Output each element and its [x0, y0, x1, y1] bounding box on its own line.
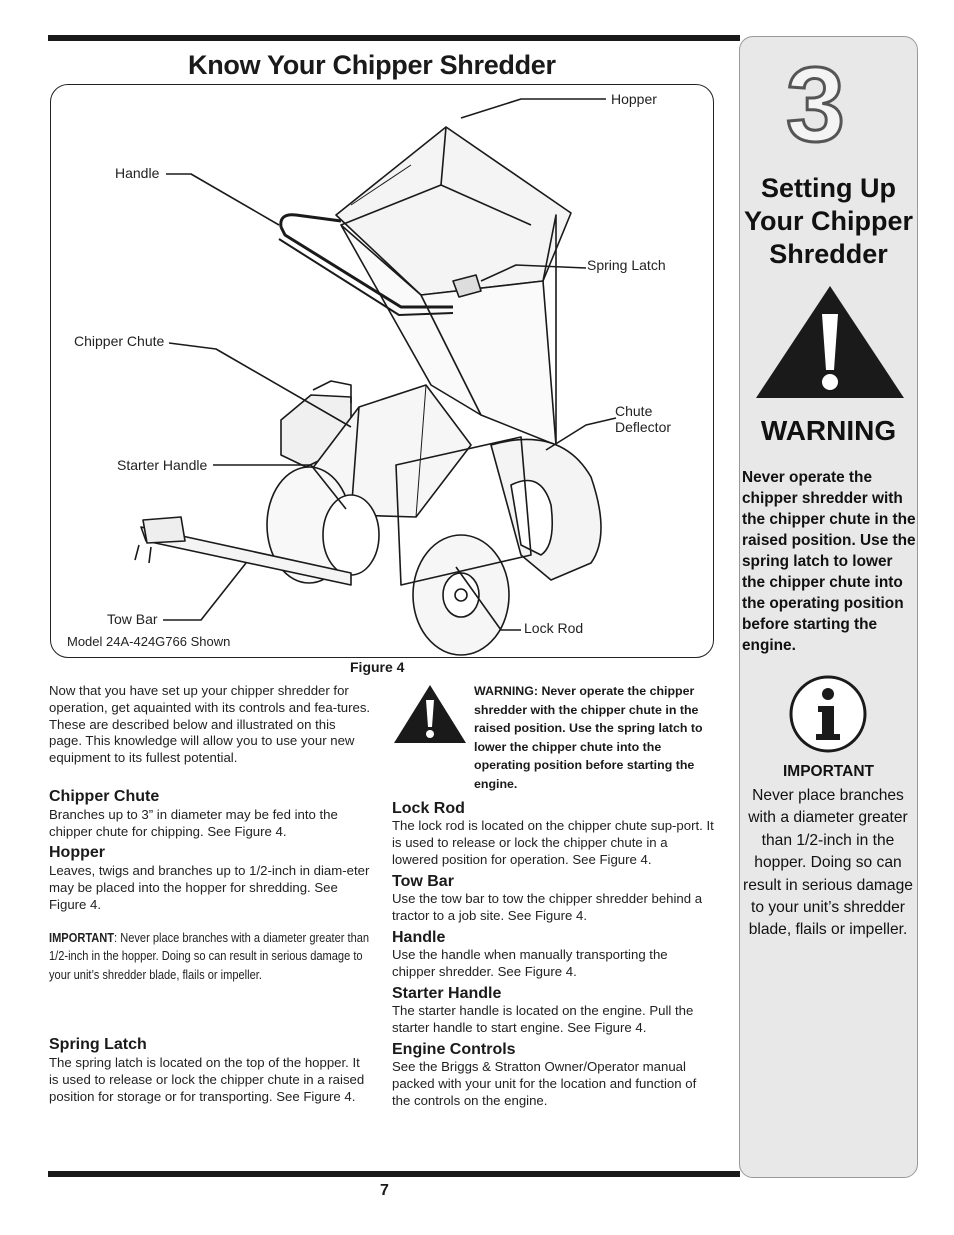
label-tow-bar: Tow Bar	[107, 611, 158, 627]
top-rule	[48, 35, 740, 41]
model-note: Model 24A-424G766 Shown	[67, 634, 231, 649]
bottom-rule	[48, 1171, 740, 1177]
sidebar-important-label: IMPORTANT	[783, 763, 874, 780]
page-number: 7	[380, 1182, 389, 1199]
warning-note: WARNING: Never operate the chipper shredder with the chipper chute in the raised position. Use the spring latch to lower the chipper chute into the operating position before starting the engine.	[474, 684, 703, 791]
label-starter-handle: Starter Handle	[117, 457, 208, 473]
page-heading: Know Your Chipper Shredder	[188, 50, 556, 80]
figure-4	[50, 84, 714, 658]
label-spring-latch: Spring Latch	[587, 257, 666, 273]
text-starter-handle: The starter handle is located on the engine. Pull the starter handle to start engine. See Figure 4.	[392, 1003, 694, 1035]
important-note	[49, 929, 371, 984]
heading-chipper-chute: Chipper Chute	[49, 788, 160, 805]
heading-tow-bar: Tow Bar	[392, 873, 454, 890]
warning-triangle-icon	[392, 683, 468, 745]
sidebar-warning-label: WARNING	[760, 415, 897, 446]
important-note-text: : Never place branches with a diameter greater than 1/2-inch in the hopper. Doing so can result in serious damage to your unit’s shredder blade, flails or impeller.	[49, 931, 370, 982]
text-tow-bar: Use the tow bar to tow the chipper shredder behind a tractor to a job site. See Figure 4.	[392, 891, 703, 923]
sidebar-important-text: Never place branches with a diameter greater than 1/2-inch in the hopper. Doing so can result in serious damage to your unit’s shredder blade, flails or impeller.	[743, 787, 913, 939]
label-handle: Handle	[115, 165, 160, 181]
text-engine-controls: See the Briggs & Stratton Owner/Operator manual packed with your unit for the location and function of the controls on the engine.	[392, 1059, 697, 1108]
text-handle: Use the handle when manually transporting the chipper shredder. See Figure 4.	[392, 947, 668, 979]
heading-handle: Handle	[392, 929, 446, 946]
heading-lock-rod: Lock Rod	[392, 800, 465, 817]
text-hopper: Leaves, twigs and branches up to 1/2-inch in diam-eter may be placed into the hopper for shredding. See Figure 4.	[49, 863, 370, 912]
label-chipper-chute: Chipper Chute	[74, 333, 165, 349]
sidebar-title: Setting Up Your Chipper Shredder	[743, 173, 913, 269]
label-chute-deflector: Chute Deflector	[615, 403, 672, 435]
text-chipper-chute: Branches up to 3” in diameter may be fed into the chipper chute for chipping. See Figure 4.	[49, 807, 338, 839]
chapter-number: 3	[786, 46, 845, 164]
important-note-label: IMPORTANT	[49, 931, 115, 945]
figure-caption: Figure 4	[350, 659, 405, 675]
text-lock-rod: The lock rod is located on the chipper chute sup-port. It is used to release or lock the chipper chute in a lowered position for operation. See Figure 4.	[392, 818, 714, 867]
heading-hopper: Hopper	[49, 844, 105, 861]
heading-starter-handle: Starter Handle	[392, 985, 502, 1002]
intro-paragraph: Now that you have set up your chipper shredder for operation, get aquainted with its controls and fea-tures. These are described below and illustrated on this page. This knowledge will allow you to use your new equipment to its fullest potential.	[49, 683, 371, 766]
info-icon	[788, 674, 868, 754]
heading-spring-latch: Spring Latch	[49, 1036, 147, 1053]
sidebar-warning-text: Never operate the chipper shredder with the chipper chute in the raised position. Use the spring latch to lower the chipper chute into the operating position before starting the engine.	[742, 469, 916, 654]
label-lock-rod: Lock Rod	[524, 620, 584, 636]
text-spring-latch: The spring latch is located on the top of the hopper. It is used to release or lock the chipper chute in a raised position for storage or for transporting. See Figure 4.	[49, 1055, 365, 1104]
label-hopper: Hopper	[611, 91, 657, 107]
heading-engine-controls: Engine Controls	[392, 1041, 516, 1058]
sidebar-warning-triangle-icon	[754, 284, 906, 400]
